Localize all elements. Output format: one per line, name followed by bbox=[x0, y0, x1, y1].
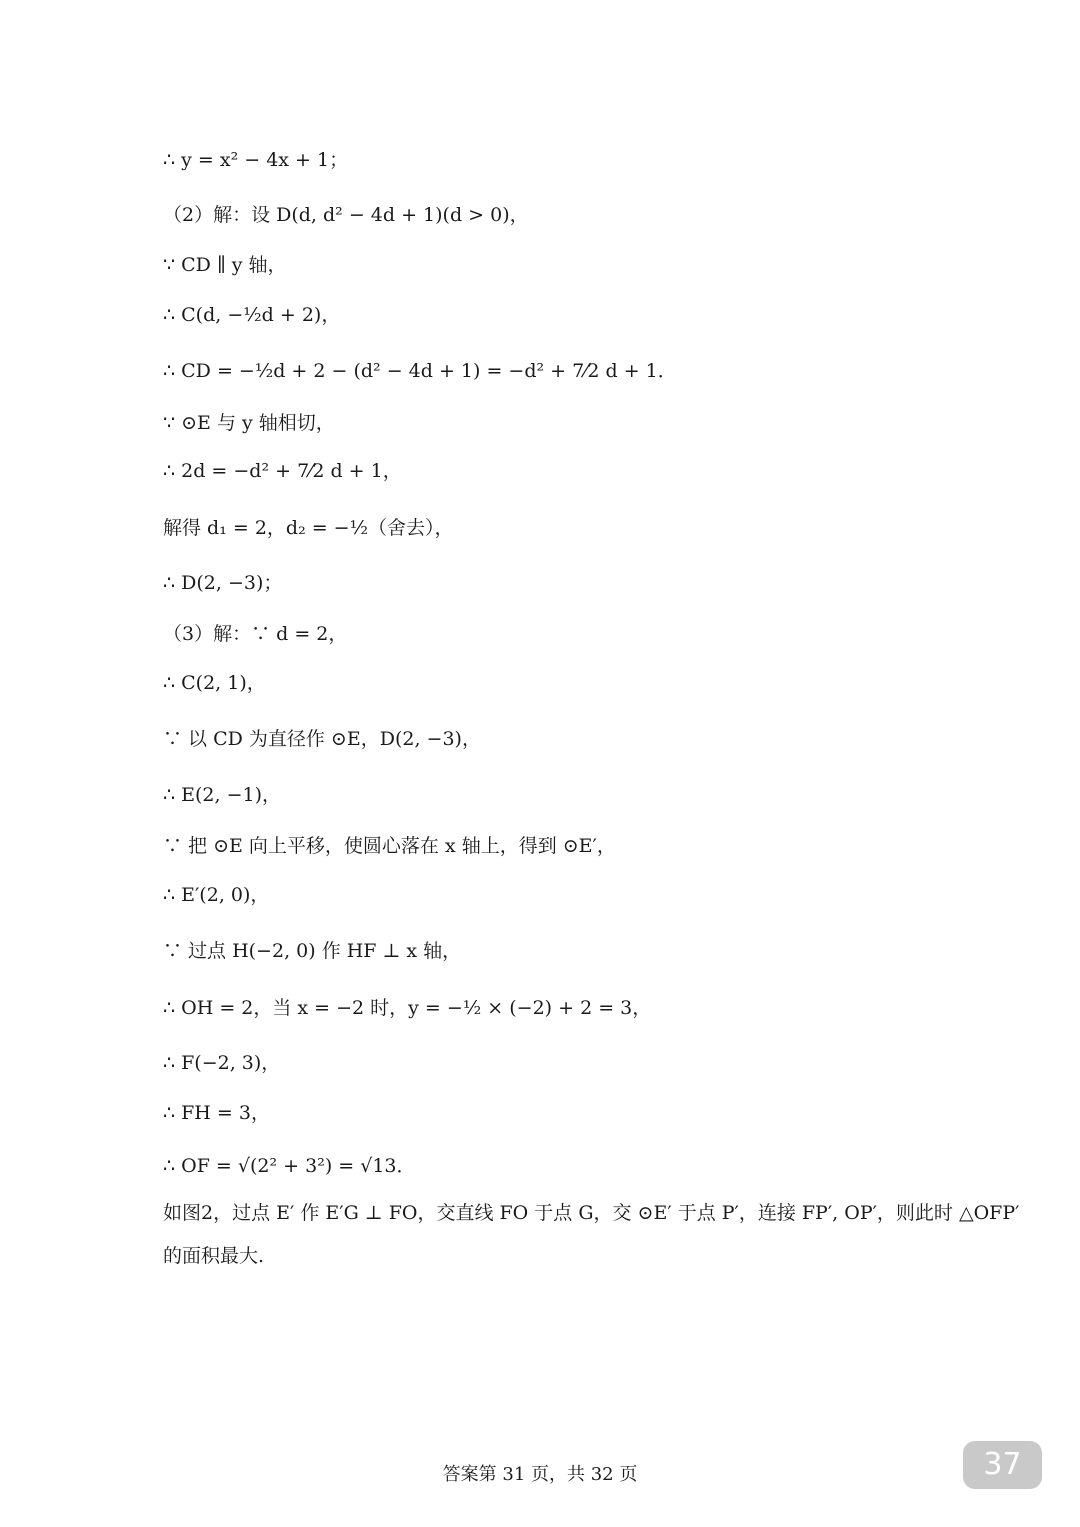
solution-line-8: 解得 d₁ = 2，d₂ = −½（舍去）， bbox=[163, 517, 454, 539]
solution-line-15: ∴ E′(2, 0)， bbox=[163, 884, 270, 906]
solution-line-21: 如图2，过点 E′ 作 E′G ⊥ FO，交直线 FO 于点 G，交 ⊙E′ 于点 P′，连接 FP′, OP′，则此时 △OFP′ bbox=[163, 1202, 1020, 1224]
page-footer: 答案第 31 页，共 32 页 bbox=[442, 1464, 638, 1485]
solution-line-14: ∵ 把 ⊙E 向上平移，使圆心落在 x 轴上，得到 ⊙E′， bbox=[163, 835, 616, 857]
page-number-badge: 37 bbox=[963, 1441, 1042, 1489]
solution-line-9: ∴ D(2, −3)； bbox=[163, 572, 283, 594]
solution-line-13: ∴ E(2, −1)， bbox=[163, 784, 281, 806]
solution-line-17: ∴ OH = 2，当 x = −2 时，y = −½ × (−2) + 2 = 3， bbox=[163, 997, 652, 1019]
solution-line-5: ∴ CD = −½d + 2 − (d² − 4d + 1) = −d² + 7⁄2 d + 1． bbox=[163, 360, 677, 382]
solution-line-4: ∴ C(d, −½d + 2)， bbox=[163, 304, 341, 326]
solution-line-22: 的面积最大. bbox=[163, 1245, 265, 1267]
solution-line-10: （3）解：∵ d = 2， bbox=[163, 623, 348, 645]
solution-line-16: ∵ 过点 H(−2, 0) 作 HF ⊥ x 轴， bbox=[163, 940, 462, 962]
solution-line-12: ∵ 以 CD 为直径作 ⊙E，D(2, −3)， bbox=[163, 728, 481, 750]
solution-line-3: ∵ CD ∥ y 轴， bbox=[163, 254, 287, 276]
solution-line-18: ∴ F(−2, 3)， bbox=[163, 1052, 281, 1074]
solution-line-2: （2）解：设 D(d, d² − 4d + 1)(d > 0)， bbox=[163, 204, 529, 226]
solution-line-19: ∴ FH = 3， bbox=[163, 1102, 270, 1124]
solution-line-11: ∴ C(2, 1)， bbox=[163, 672, 266, 694]
solution-line-7: ∴ 2d = −d² + 7⁄2 d + 1， bbox=[163, 460, 402, 482]
solution-line-6: ∵ ⊙E 与 y 轴相切， bbox=[163, 412, 335, 434]
solution-line-20: ∴ OF = √(2² + 3²) = √13． bbox=[163, 1155, 416, 1177]
solution-line-1: ∴ y = x² − 4x + 1； bbox=[163, 149, 349, 171]
